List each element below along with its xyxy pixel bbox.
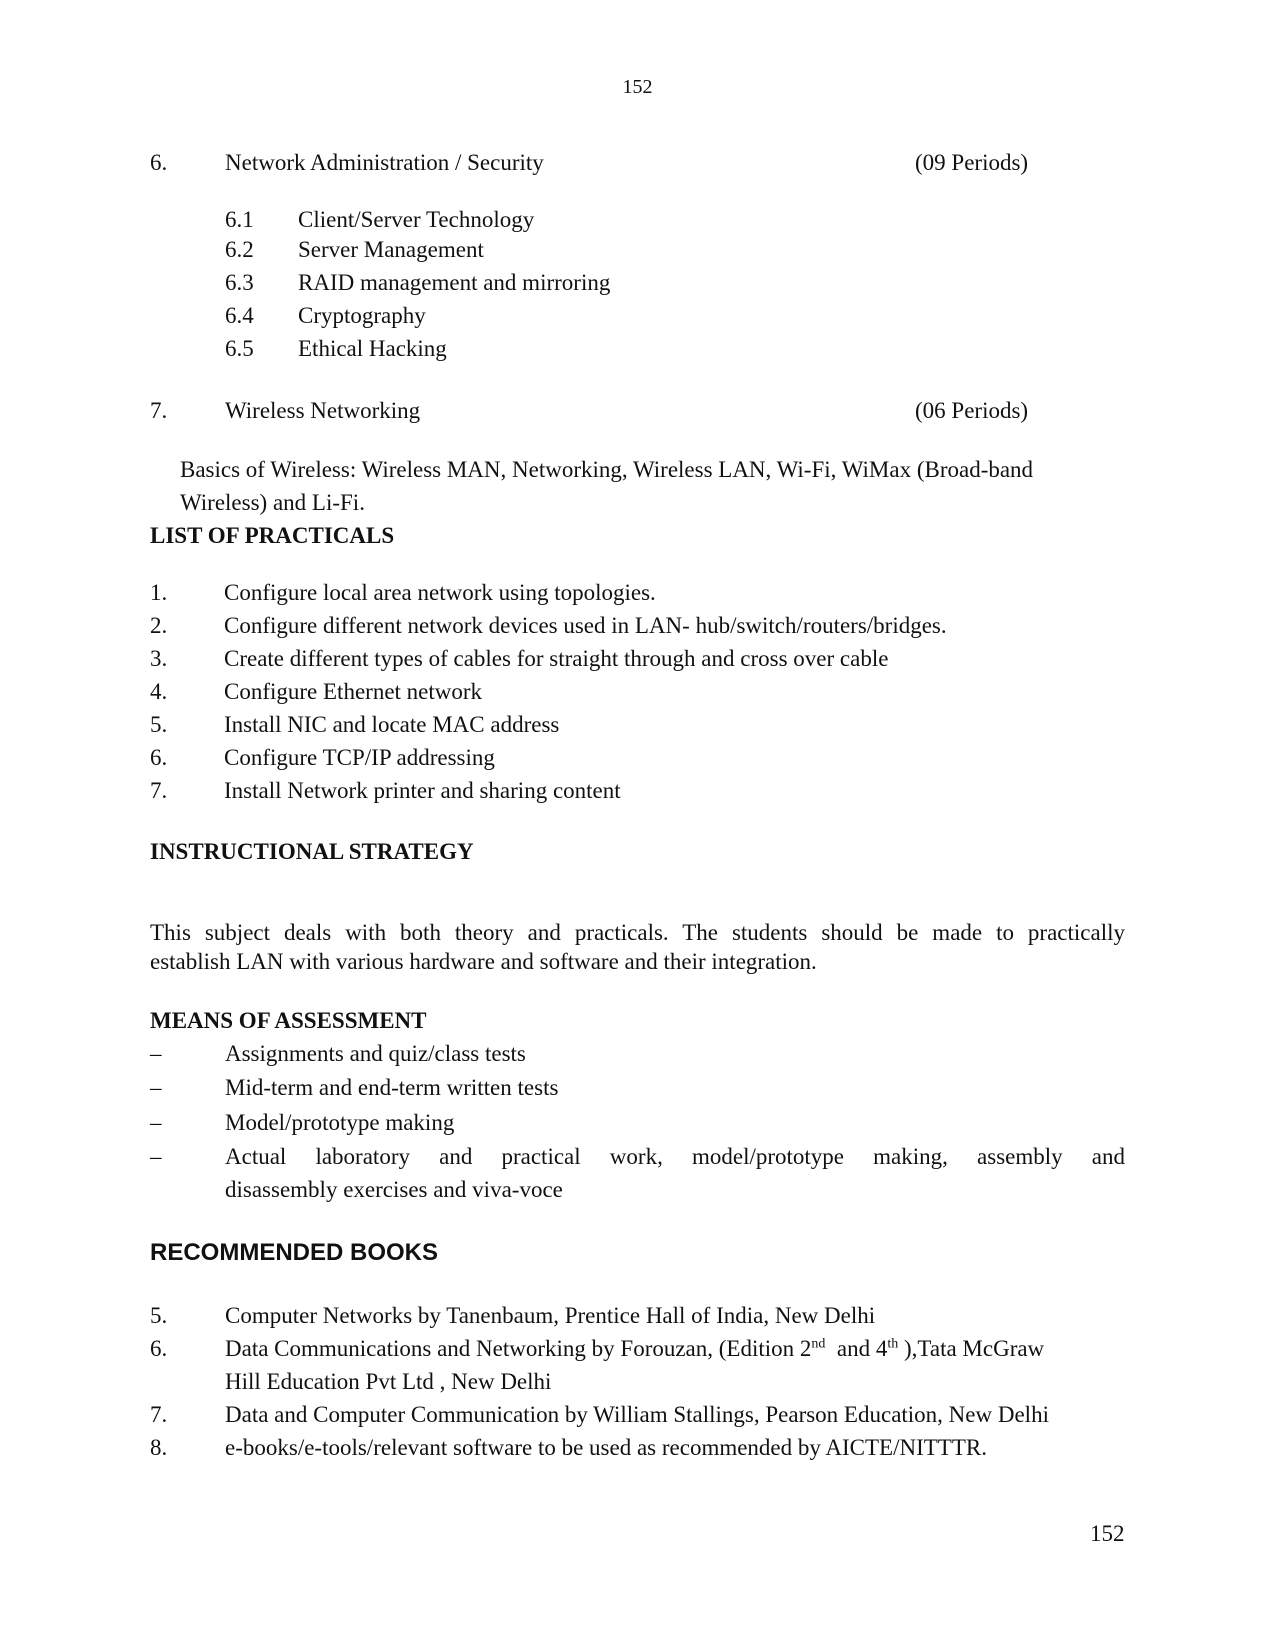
subtopic-6-2-label: Server Management <box>298 237 484 262</box>
books-heading: RECOMMENDED BOOKS <box>150 1239 439 1266</box>
book-6-text-a: Data Communications and Networking by Forouzan, (Edition 2 <box>225 1336 812 1361</box>
practical-6-text: Configure TCP/IP addressing <box>224 745 495 770</box>
assessment-bullet: – <box>150 1075 162 1100</box>
subtopic-6-1-label: Client/Server Technology <box>298 207 535 232</box>
practicals-heading: LIST OF PRACTICALS <box>150 523 395 548</box>
book-7-number: 7. <box>150 1402 168 1427</box>
unit-7-title: Wireless Networking <box>225 398 421 423</box>
assessment-item-4-line-2: disassembly exercises and viva-voce <box>225 1177 563 1202</box>
unit-7-description-line-2: Wireless) and Li-Fi. <box>180 490 365 515</box>
practical-1-text: Configure local area network using topologies. <box>224 580 656 605</box>
subtopic-6-5-label: Ethical Hacking <box>298 336 447 361</box>
unit-6-number: 6. <box>150 150 168 175</box>
strategy-heading: INSTRUCTIONAL STRATEGY <box>150 839 474 864</box>
page-number-bottom: 152 <box>1090 1521 1125 1546</box>
book-6-number: 6. <box>150 1336 168 1361</box>
assessment-item-3: Model/prototype making <box>225 1110 455 1135</box>
book-6-sup-b: th <box>887 1336 899 1352</box>
unit-7-description-line-1: Basics of Wireless: Wireless MAN, Networking, Wireless LAN, Wi-Fi, WiMax (Broad-band <box>180 457 1034 482</box>
practical-2-number: 2. <box>150 613 168 638</box>
unit-6-periods: (09 Periods) <box>915 150 1029 175</box>
practical-3-text: Create different types of cables for straight through and cross over cable <box>224 646 889 671</box>
book-6-text-line-1 <box>225 1335 1044 1363</box>
subtopic-6-5-number: 6.5 <box>225 336 254 361</box>
practical-4-text: Configure Ethernet network <box>224 679 483 704</box>
unit-7-periods: (06 Periods) <box>915 398 1029 423</box>
book-5-text: Computer Networks by Tanenbaum, Prentice Hall of India, New Delhi <box>225 1303 876 1328</box>
subtopic-6-3-label: RAID management and mirroring <box>298 270 611 295</box>
unit-6-title: Network Administration / Security <box>225 150 544 175</box>
strategy-text-line-1: This subject deals with both theory and practicals. The students should be made to practically <box>150 920 1125 945</box>
subtopic-6-1-number: 6.1 <box>225 207 254 232</box>
book-6-text-c: ),Tata McGraw <box>898 1336 1045 1361</box>
practical-6-number: 6. <box>150 745 168 770</box>
page-number-top: 152 <box>622 76 653 98</box>
assessment-bullet: – <box>150 1041 162 1066</box>
book-7-text: Data and Computer Communication by William Stallings, Pearson Education, New Delhi <box>225 1402 1049 1427</box>
practical-7-number: 7. <box>150 778 168 803</box>
book-6-sup-a: nd <box>811 1336 826 1352</box>
book-6-text-b: and 4 <box>825 1336 888 1361</box>
book-8-number: 8. <box>150 1435 168 1460</box>
practical-1-number: 1. <box>150 580 168 605</box>
subtopic-6-4-label: Cryptography <box>298 303 426 328</box>
book-5-number: 5. <box>150 1303 168 1328</box>
practical-5-number: 5. <box>150 712 168 737</box>
assessment-item-4-line-1: Actual laboratory and practical work, model/prototype making, assembly and <box>225 1144 1125 1169</box>
assessment-bullet: – <box>150 1144 162 1169</box>
practical-4-number: 4. <box>150 679 168 704</box>
practical-2-text: Configure different network devices used in LAN- hub/switch/routers/bridges. <box>224 613 947 638</box>
subtopic-6-4-number: 6.4 <box>225 303 254 328</box>
assessment-item-2: Mid-term and end-term written tests <box>225 1075 559 1100</box>
book-6-text-line-2: Hill Education Pvt Ltd , New Delhi <box>225 1369 552 1394</box>
subtopic-6-2-number: 6.2 <box>225 237 254 262</box>
assessment-heading: MEANS OF ASSESSMENT <box>150 1008 427 1033</box>
practical-3-number: 3. <box>150 646 168 671</box>
practical-5-text: Install NIC and locate MAC address <box>224 712 560 737</box>
book-8-text: e-books/e-tools/relevant software to be used as recommended by AICTE/NITTTR. <box>225 1435 987 1460</box>
practical-7-text: Install Network printer and sharing content <box>224 778 621 803</box>
assessment-bullet: – <box>150 1110 162 1135</box>
strategy-text-line-2: establish LAN with various hardware and software and their integration. <box>150 949 817 974</box>
subtopic-6-3-number: 6.3 <box>225 270 254 295</box>
assessment-item-1: Assignments and quiz/class tests <box>225 1041 526 1066</box>
unit-7-number: 7. <box>150 398 168 423</box>
